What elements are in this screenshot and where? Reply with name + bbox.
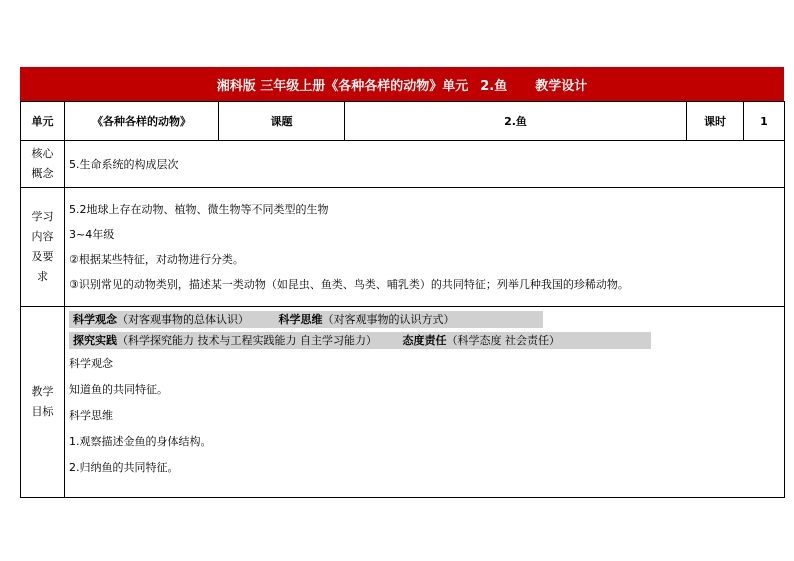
period-value: 1 [744, 102, 785, 141]
core-label-line: 核心 [31, 147, 54, 160]
learning-content-row [21, 188, 785, 307]
literacy-box-1 [69, 311, 543, 328]
header-row [21, 102, 785, 141]
literacy-attitude-title: 态度责任 [402, 334, 447, 347]
literacy-concept-title: 科学观念 [73, 313, 117, 326]
literacy-thinking-desc: （对客观事物的认识方式） [322, 313, 455, 326]
teaching-goals-body [65, 307, 785, 498]
core-concept-row [21, 141, 785, 188]
period-label: 课时 [687, 102, 744, 141]
lesson-plan-document [20, 67, 784, 498]
banner-title-course: 湘科版 三年级上册《各种各样的动物》单元 [216, 78, 469, 94]
topic-label: 课题 [219, 102, 345, 141]
learning-content-body [65, 188, 785, 307]
core-concept-text: 5.生命系统的构成层次 [65, 141, 785, 188]
title-banner [20, 67, 784, 101]
teaching-goals-row [21, 307, 785, 498]
learning-content-label [21, 188, 65, 307]
learning-label-line: 内容 [31, 230, 54, 243]
learning-label-line: 及要 [31, 250, 54, 263]
literacy-highlight-2 [69, 332, 780, 349]
topic-value: 2.鱼 [345, 102, 687, 141]
literacy-concept-desc: （对客观事物的总体认识） [117, 313, 249, 326]
literacy-thinking-title: 科学思维 [278, 313, 323, 326]
core-label-line: 概念 [31, 167, 54, 180]
goal-line: 科学观念 [69, 357, 113, 370]
learning-line: ②根据某些特征，对动物进行分类。 [69, 253, 244, 266]
learning-line: 5.2地球上存在动物、植物、微生物等不同类型的生物 [69, 203, 329, 216]
goals-label-line: 教学 [31, 385, 54, 398]
goal-line: 知道鱼的共同特征。 [69, 383, 168, 396]
literacy-practice-title: 探究实践 [73, 334, 117, 347]
literacy-box-2 [69, 332, 651, 349]
goal-line: 2.归纳鱼的共同特征。 [69, 461, 179, 474]
unit-value: 《各种各样的动物》 [65, 102, 219, 141]
banner-title-lesson: 2.鱼 [480, 78, 508, 94]
lesson-plan-table [20, 101, 785, 498]
learning-line: 3~4年级 [69, 228, 115, 241]
learning-label-line: 学习 [31, 210, 54, 223]
goals-label-line: 目标 [31, 405, 54, 418]
literacy-highlight-1 [69, 311, 780, 328]
learning-label-line: 求 [37, 270, 48, 283]
goal-line: 科学思维 [69, 409, 113, 422]
teaching-goals-label [21, 307, 65, 498]
banner-title-type: 教学设计 [535, 78, 588, 94]
core-concept-label [21, 141, 65, 188]
literacy-practice-desc: （科学探究能力 技术与工程实践能力 自主学习能力） [117, 334, 377, 347]
goal-line: 1.观察描述金鱼的身体结构。 [69, 435, 212, 448]
literacy-attitude-desc: （科学态度 社会责任） [446, 334, 560, 347]
learning-line: ③识别常见的动物类别，描述某一类动物（如昆虫、鱼类、鸟类、哺乳类）的共同特征；列举几种我国的珍稀动物。 [69, 278, 629, 291]
unit-label: 单元 [21, 102, 65, 141]
